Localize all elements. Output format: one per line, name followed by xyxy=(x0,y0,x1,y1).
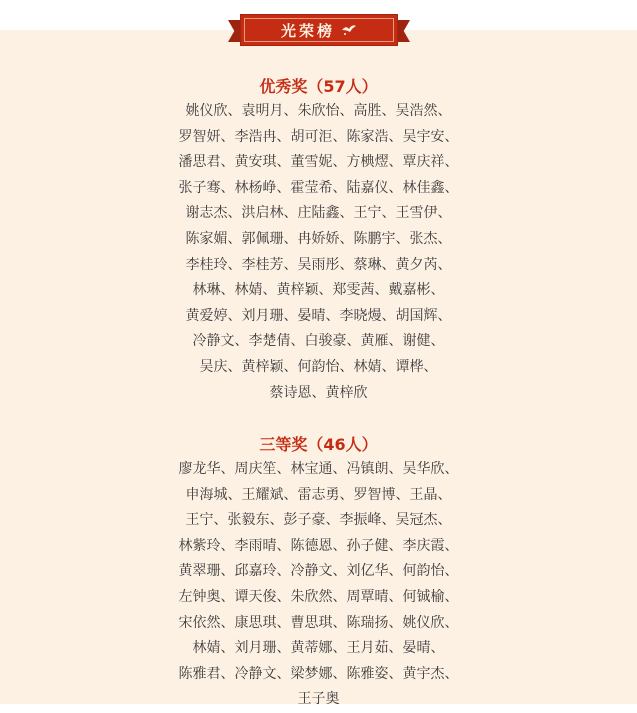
name-line: 罗智妍、李浩冉、胡可洰、陈家浩、吴宇安、 xyxy=(178,128,459,145)
name-line: 林婧、刘月珊、黄蒂娜、王月茹、晏晴、 xyxy=(192,640,445,657)
page-title: 光荣榜 xyxy=(280,21,335,40)
name-line: 王子奥 xyxy=(297,691,340,708)
name-line: 张子骞、林杨峥、霍莹希、陆嘉仪、林佳鑫、 xyxy=(178,179,459,196)
name-line: 宋依然、康思琪、曹思琪、陈瑞扬、姚仪欣、 xyxy=(178,614,459,631)
name-list xyxy=(0,99,637,406)
award-section-third-prize xyxy=(0,433,637,713)
section-title: 优秀奖（57人） xyxy=(259,77,378,96)
name-line: 潘思君、黄安琪、董雪妮、方椣熤、覃庆祥、 xyxy=(178,154,459,171)
ribbon-tail-right xyxy=(396,20,410,42)
bird-icon xyxy=(341,22,357,38)
name-line: 左钟奥、谭天俊、朱欣然、周覃晴、何铖榆、 xyxy=(178,588,459,605)
section-title: 三等奖（46人） xyxy=(259,435,378,454)
name-list xyxy=(0,457,637,713)
award-section-excellence xyxy=(0,75,637,406)
name-line: 廖龙华、周庆笙、林宝通、冯镇朗、吴华欣、 xyxy=(178,461,459,477)
name-line: 蔡诗恩、黄梓欣 xyxy=(269,384,368,401)
banner xyxy=(240,14,398,46)
name-line: 李桂玲、李桂芳、吴雨彤、蔡琳、黄夕芮、 xyxy=(185,256,452,273)
name-line: 黄爱婷、刘月珊、晏晴、李晓熳、胡国辉、 xyxy=(185,307,452,324)
name-line: 吴庆、黄梓颖、何韵怡、林婧、谭桦、 xyxy=(199,358,438,375)
name-line: 陈雅君、冷静文、梁梦娜、陈雅姿、黄宇杰、 xyxy=(178,665,459,682)
name-line: 黄翠珊、邱嘉玲、冷静文、刘亿华、何韵怡、 xyxy=(178,563,459,580)
name-line: 谢志杰、洪启林、庄陆鑫、王宁、王雪伊、 xyxy=(185,205,452,222)
name-line: 冷静文、李楚倩、白骏豪、黄雁、谢健、 xyxy=(192,333,445,350)
name-line: 林琳、林婧、黄梓颖、郑雯茜、戴嘉彬、 xyxy=(192,282,445,299)
header-banner xyxy=(228,10,410,50)
name-line: 林紫玲、李雨晴、陈德恩、孙子健、李庆霞、 xyxy=(178,537,459,554)
name-line: 申海城、王耀斌、雷志勇、罗智博、王晶、 xyxy=(185,486,452,503)
name-line: 姚仪欣、袁明月、朱欣怡、高胜、吴浩然、 xyxy=(185,103,452,119)
name-line: 陈家媚、郭佩珊、冉娇娇、陈鹏宇、张杰、 xyxy=(185,230,452,247)
name-line: 王宁、张毅东、彭子豪、李振峰、吴冠杰、 xyxy=(185,512,452,529)
